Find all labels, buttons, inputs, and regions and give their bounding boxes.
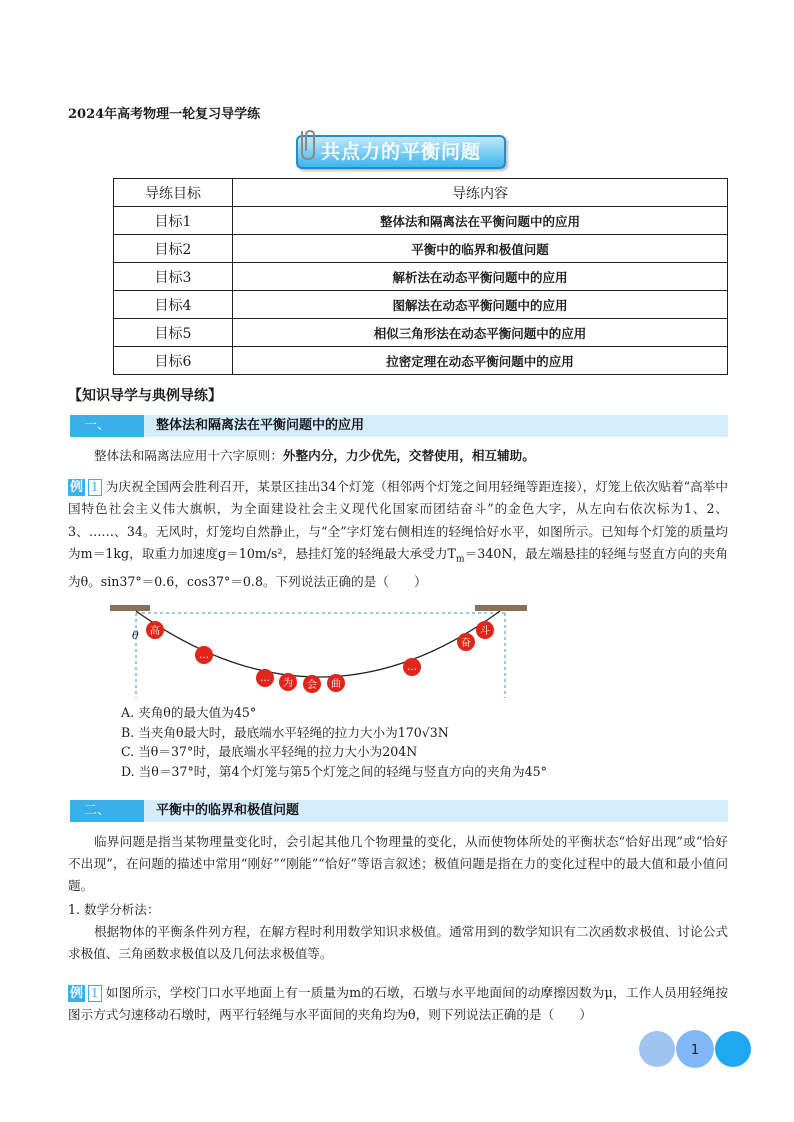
option-d: D. 当θ＝37°时，第4个灯笼与第5个灯笼之间的轻绳与竖直方向的夹角为45° [121,763,547,779]
goals-table [113,178,728,375]
title-banner [292,127,506,167]
goal-id: 目标2 [114,235,233,263]
page-number: 1 [690,1043,700,1058]
goal-content: 拉密定理在动态平衡问题中的应用 [233,347,728,375]
option-b: B. 当夹角θ最大时，最底端水平轻绳的拉力大小为170√3N [121,724,449,740]
paperclip-icon [292,127,322,163]
rope-curve [136,611,500,677]
section-label: 【知识导学与典例导练】 [68,388,222,404]
document-header: 2024年高考物理一轮复习导学练 [68,107,261,122]
section-title: 整体法和隔离法在平衡问题中的应用 [156,418,365,433]
decor-circle-left [639,1031,675,1067]
example-number: 1 [88,985,102,1002]
lantern: … [260,673,270,684]
lantern: 斗 [480,626,490,637]
sec2-paragraph-1: 临界问题是指当某物理量变化时，会引起其他几个物理量的变化，从而使物体所处的平衡状态“恰好出现”或“恰好不出现”，在问题的描述中常用“刚好”“刚能”“恰好”等语言叙述；极值问题是指在力的变化过程中的最大值和最小值问题。 [68,834,728,893]
goal-id: 目标4 [114,291,233,319]
goal-id: 目标6 [114,347,233,375]
example-1 [68,476,728,593]
goal-content: 相似三角形法在动态平衡问题中的应用 [233,319,728,347]
table-row [114,263,728,291]
table-header-cell: 导练内容 [233,179,728,207]
page-number-decoration [638,1029,752,1069]
option-a: A. 夹角θ的最大值为45° [121,705,257,720]
sec2-paragraph-2: 根据物体的平衡条件列方程，在解方程时利用数学知识求极值。通常用到的数学知识有二次函数求极值、讨论公式求极值、三角函数求极值以及几何法求极值等。 [68,924,728,961]
section-bar-1 [70,415,728,437]
lantern: 高 [150,626,160,637]
lantern: … [199,650,209,661]
example-number: 1 [88,479,102,496]
example-subscript: m [455,554,465,565]
example-text: 为庆祝全国两会胜利召开，某景区挂出34个灯笼（相邻两个灯笼之间用轻绳等距连接），灯笼上依次贴着“高举中国特色社会主义伟大旗帜，为全面建设社会主义现代化国家而团结奋斗”的金色大字，从左向右依次标为1、2、3、……、34。无风时，灯笼均自然静止，与“全”字灯笼右侧相连的轻绳恰好水平，如图所示。已知每个灯笼的质量均为m＝1kg，取重力加速度g＝10m/s²，悬挂灯笼的轻绳最大承受力T [68,479,728,561]
sec2-subheading: 1. 数学分析法： [68,902,160,917]
goal-content: 平衡中的临界和极值问题 [233,235,728,263]
lantern-figure [100,603,540,708]
table-row [114,235,728,263]
table-header-cell: 导练目标 [114,179,233,207]
sec1-intro [68,445,728,467]
right-ceiling [475,605,527,611]
goal-content: 图解法在动态平衡问题中的应用 [233,291,728,319]
goal-content: 解析法在动态平衡问题中的应用 [233,263,728,291]
example-tag: 例 [70,986,84,1001]
lantern: … [407,662,417,673]
table-row [114,347,728,375]
left-ceiling [110,605,150,611]
intro-principle: 外整内分，力少优先，交替使用，相互辅助。 [282,448,535,463]
table-row [114,291,728,319]
decor-circle-right [715,1031,751,1067]
lantern: 奋 [461,638,471,649]
table-row [114,207,728,235]
example-text: 如图所示，学校门口水平地面上有一质量为m的石墩，石墩与水平地面间的动摩擦因数为μ，工作人员用轻绳按图示方式匀速移动石墩时，两平行轻绳与水平面间的夹角均为θ，则下列说法正确的是（ ） [68,985,728,1022]
option-list [121,703,547,781]
goal-content: 整体法和隔离法在平衡问题中的应用 [233,207,728,235]
goal-id: 目标3 [114,263,233,291]
lantern: 为 [283,678,293,689]
section-bar-2 [70,800,728,822]
lanterns [146,621,494,693]
section-title: 平衡中的临界和极值问题 [156,803,300,818]
example-tag: 例 [70,480,84,495]
page-title: 共点力的平衡问题 [296,135,506,169]
table-header-row [114,179,728,207]
intro-prefix: 整体法和隔离法应用十六字原则： [94,448,283,463]
lantern: 曲 [331,679,341,690]
lantern: 会 [307,680,317,691]
goal-id: 目标1 [114,207,233,235]
theta-label: θ [132,629,139,642]
table-row [114,319,728,347]
example-text-cont: ＝340N，最左端悬挂的轻绳与竖直方向的夹角为θ。sin37°＝0.6，cos37°＝0.8。下列说法正确的是（ ） [68,545,728,589]
goal-id: 目标5 [114,319,233,347]
section-number: 二、 [70,800,144,822]
example-2 [68,982,728,1026]
section-number: 一、 [70,415,144,437]
option-c: C. 当θ＝37°时，最底端水平轻绳的拉力大小为204N [121,744,418,759]
